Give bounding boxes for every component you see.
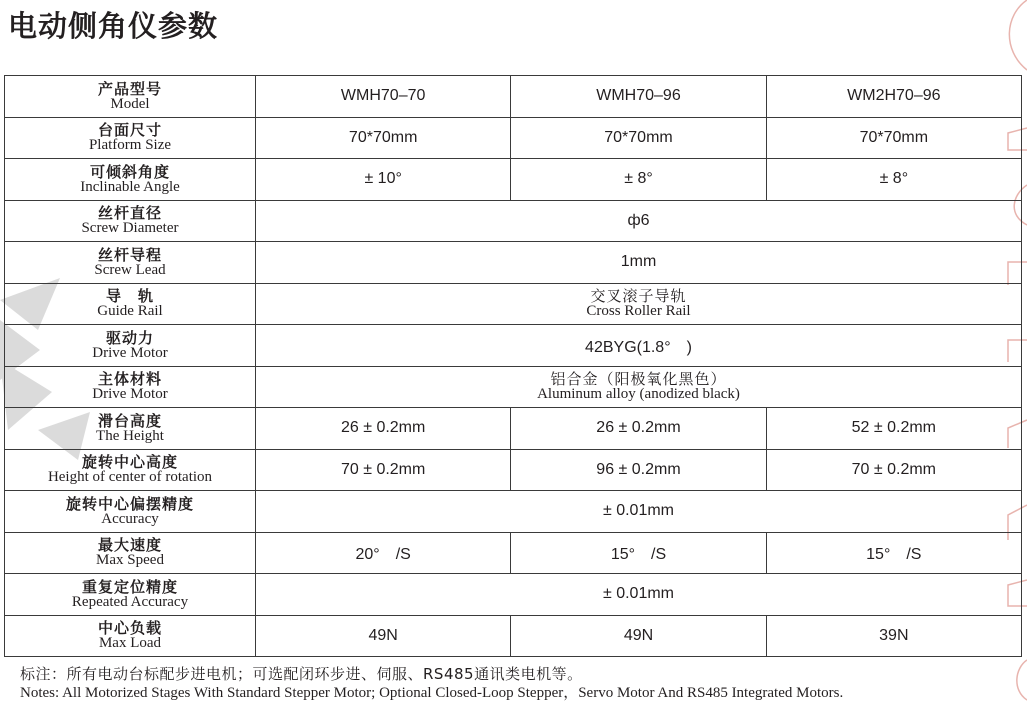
spec-row [5,159,1022,201]
spec-label-cell [5,283,256,325]
spec-row [5,449,1022,491]
spec-label-cell [5,117,256,159]
spec-value-cell: ± 8° [511,159,766,201]
spec-value-cell: ± 10° [256,159,511,201]
spec-label-en: Platform Size [88,137,172,154]
spec-row [5,366,1022,408]
spec-value-cell: 70*70mm [511,117,766,159]
spec-table [4,75,1022,657]
spec-value-cell-merged: ф6 [256,200,1022,242]
spec-label-en: Max Load [98,635,162,652]
spec-row [5,532,1022,574]
notes-cn: 标注：所有电动台标配步进电机；可选配闭环步进、伺服、RS485通讯类电机等。 [20,665,583,683]
spec-value-cell: ± 8° [766,159,1021,201]
spec-value-cell-merged: 42BYG(1.8° ) [256,325,1022,367]
spec-label-cell [5,159,256,201]
spec-value-cell: 15° /S [766,532,1021,574]
spec-label-cn: 导 轨 [105,287,154,306]
spec-row [5,491,1022,533]
spec-row [5,242,1022,284]
spec-row [5,574,1022,616]
spec-label-cell [5,242,256,284]
spec-value-cn: 交叉滚子导轨 [590,287,687,306]
spec-label-cn: 旋转中心高度 [81,453,178,472]
page-title: 电动侧角仪参数 [8,9,219,43]
spec-label-cn: 可倾斜角度 [89,162,170,181]
spec-label-cn: 丝杆导程 [97,245,162,264]
spec-value-cell: 70*70mm [256,117,511,159]
spec-label-en: Accuracy [101,510,159,527]
spec-label-cn: 产品型号 [97,79,162,98]
spec-label-en: Repeated Accuracy [71,593,189,610]
spec-value-cell: 26 ± 0.2mm [256,408,511,450]
spec-label-cell [5,325,256,367]
spec-value-cell-merged: 1mm [256,242,1022,284]
spec-label-cn: 驱动力 [105,328,154,347]
spec-value-cell: 26 ± 0.2mm [511,408,766,450]
spec-value-cell: 70 ± 0.2mm [766,449,1021,491]
spec-row [5,408,1022,450]
spec-label-en: Screw Lead [94,261,166,278]
spec-value-cell-merged [256,366,1022,408]
spec-value-cell-merged: ± 0.01mm [256,574,1022,616]
spec-value-cell-merged [256,283,1022,325]
spec-value-cell: 52 ± 0.2mm [766,408,1021,450]
spec-label-en: Guide Rail [97,303,163,320]
spec-value-en: Aluminum alloy (anodized black) [537,386,740,403]
spec-value-cell: WMH70–96 [511,76,766,118]
spec-value-cn: 铝合金（阳极氧化黑色） [550,370,727,389]
spec-row [5,117,1022,159]
spec-label-cell [5,574,256,616]
spec-value-cell: WMH70–70 [256,76,511,118]
spec-value-cell: 70*70mm [766,117,1021,159]
notes-en: Notes: All Motorized Stages With Standard Stepper Motor; Optional Closed-Loop Stepper，Servo Motor And RS485 Integrated Motors. [20,685,844,701]
spec-label-cell [5,532,256,574]
spec-row [5,325,1022,367]
spec-value-cell: 70 ± 0.2mm [256,449,511,491]
spec-value-cell-merged: ± 0.01mm [256,491,1022,533]
spec-label-cn: 台面尺寸 [97,121,162,140]
spec-value-cell: 39N [766,615,1021,657]
spec-label-cn: 重复定位精度 [81,577,178,596]
spec-value-cell: 49N [511,615,766,657]
spec-label-cn: 滑台高度 [97,411,162,430]
spec-value-cell: 96 ± 0.2mm [511,449,766,491]
spec-label-en: Max Speed [96,552,164,569]
spec-label-cn: 旋转中心偏摆精度 [65,494,194,513]
spec-label-en: Model [110,95,150,112]
spec-label-en: Screw Diameter [81,220,179,237]
spec-label-en: Inclinable Angle [80,178,180,195]
spec-label-cell [5,615,256,657]
spec-row [5,283,1022,325]
spec-label-cn: 中心负载 [97,619,162,638]
spec-value-en: Cross Roller Rail [586,303,691,320]
spec-label-en: Height of center of rotation [47,469,213,486]
spec-label-en: Drive Motor [92,344,168,361]
spec-label-cell [5,76,256,118]
notes-block [20,665,1020,702]
spec-label-cell [5,366,256,408]
spec-row [5,76,1022,118]
spec-row [5,200,1022,242]
spec-label-cn: 主体材料 [97,370,162,389]
spec-label-en: The Height [96,427,164,444]
spec-value-cell: 49N [256,615,511,657]
spec-label-en: Drive Motor [92,386,168,403]
spec-label-cell [5,449,256,491]
spec-row [5,615,1022,657]
spec-label-cell [5,200,256,242]
spec-value-cell: WM2H70–96 [766,76,1021,118]
spec-label-cn: 丝杆直径 [97,204,162,223]
spec-value-cell: 15° /S [511,532,766,574]
spec-label-cell [5,408,256,450]
spec-value-cell: 20° /S [256,532,511,574]
spec-label-cell [5,491,256,533]
spec-label-cn: 最大速度 [97,536,162,555]
